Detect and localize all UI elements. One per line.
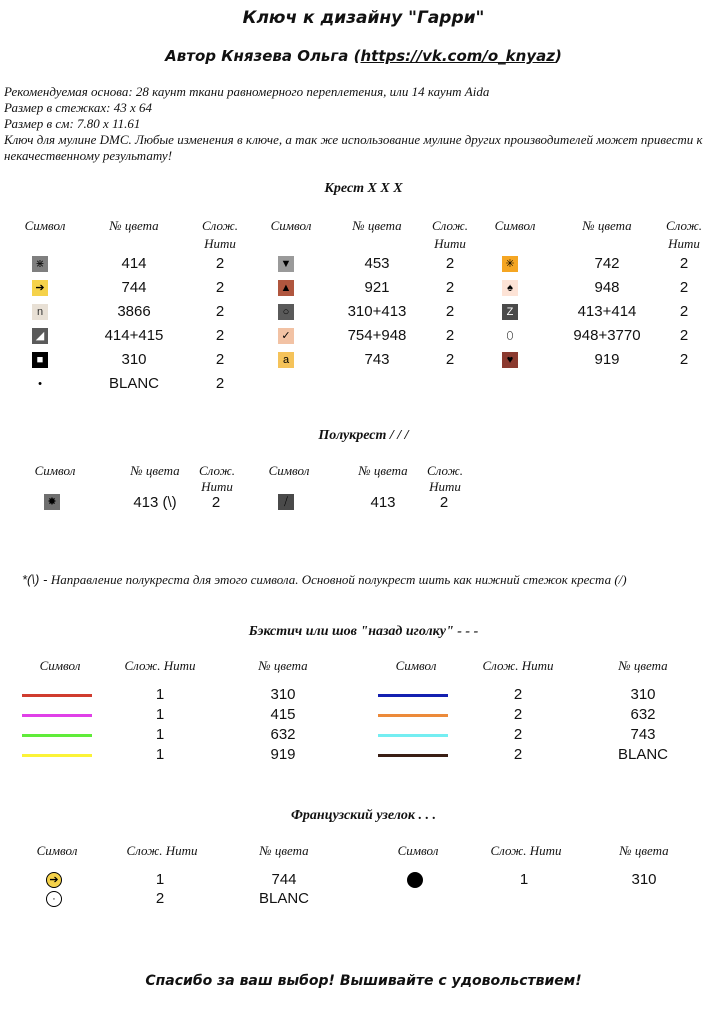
half-cross-section-title: Полукрест / / / [318, 428, 409, 443]
color-number: 310 [121, 351, 147, 368]
header-symbol: Символ [34, 463, 76, 478]
header-strands-threads: Нити [429, 479, 461, 494]
french-knot-section-title: Французский узелок . . . [291, 808, 436, 823]
strands-value: 2 [215, 279, 225, 296]
color-number: 414 [121, 255, 147, 272]
header-color-number: № цвета [259, 843, 309, 858]
heart-icon: ♥ [502, 352, 518, 368]
half-cross-note [22, 572, 627, 588]
color-number: BLANC [258, 890, 310, 907]
strands-value: 2 [679, 255, 689, 272]
backstitch-line [22, 754, 92, 757]
header-symbol: Символ [24, 218, 66, 233]
intro-dmc-note: Ключ для мулине DMC. Любые изменения в ключе, а так же использование мулине других производителей может привести к некачественному результату! [4, 132, 703, 163]
color-number: 744 [271, 871, 297, 888]
letter-z-icon: Z [502, 304, 518, 320]
strands-value: 1 [155, 871, 165, 888]
header-strands: Слож. [201, 218, 239, 233]
header-color-number: № цвета [258, 658, 308, 673]
strands-value: 2 [445, 327, 455, 344]
dot-icon: • [32, 376, 48, 392]
header-strands-threads: Нити [668, 236, 700, 251]
asterisk-tree-icon: ⋇ [32, 256, 48, 272]
backstitch-line [378, 714, 448, 717]
dot-circle-icon: · [46, 891, 62, 907]
header-color-number: № цвета [358, 463, 408, 478]
backstitch-line [22, 734, 92, 737]
author-prefix: Автор Князева Ольга ( [165, 47, 361, 65]
strands-value: 2 [445, 279, 455, 296]
author-line [0, 47, 727, 65]
strands-value: 2 [215, 351, 225, 368]
color-number: 310+413 [347, 303, 407, 320]
header-strands: Слож. Нити [490, 843, 562, 858]
strands-value: 2 [679, 279, 689, 296]
page-title: Ключ к дизайну "Гарри" [242, 8, 485, 28]
filled-circle-icon [407, 872, 423, 888]
header-color-number: № цвета [352, 218, 402, 233]
circle-icon: ○ [278, 304, 294, 320]
thanks-message: Спасибо за ваш выбор! Вышивайте с удовольствием! [145, 973, 582, 989]
backstitch-line [22, 714, 92, 717]
backstitch-section-title: Бэкстич или шов "назад иголку" - - - [248, 624, 479, 639]
color-number: 632 [270, 726, 296, 743]
intro-size-cm: Размер в см: 7.80 x 11.61 [4, 116, 141, 131]
color-number: 754+948 [347, 327, 407, 344]
color-number: 948 [594, 279, 620, 296]
header-color-number: № цвета [618, 658, 668, 673]
color-number: 413 (\) [133, 494, 177, 511]
quarter-circle-icon: ◢ [32, 328, 48, 344]
intro-size-stitches: Размер в стежках: 43 x 64 [4, 100, 152, 115]
color-number: 948+3770 [573, 327, 641, 344]
strands-value: 2 [679, 303, 689, 320]
color-number: 414+415 [104, 327, 164, 344]
color-number: 919 [270, 746, 296, 763]
author-suffix: ) [554, 47, 562, 65]
strands-value: 2 [215, 375, 225, 392]
color-number: 632 [630, 706, 656, 723]
triangle-up-icon: ▲ [278, 280, 294, 296]
strands-value: 2 [445, 351, 455, 368]
header-symbol: Символ [270, 218, 312, 233]
strands-value: 2 [513, 706, 523, 723]
half-cross-note-prefix: *(\) - [22, 572, 51, 587]
header-color-number: № цвета [109, 218, 159, 233]
strands-value: 2 [215, 303, 225, 320]
strands-value: 1 [155, 686, 165, 703]
header-symbol: Символ [397, 843, 439, 858]
color-number: 3866 [117, 303, 151, 320]
strands-value: 1 [155, 726, 165, 743]
intro-fabric: Рекомендуемая основа: 28 каунт ткани равномерного переплетения, или 14 каунт Aida [4, 84, 490, 99]
header-color-number: № цвета [582, 218, 632, 233]
strands-value: 2 [445, 303, 455, 320]
arrow-right-icon: ➔ [32, 280, 48, 296]
half-cross-note-text: Направление полукреста для этого символа. Основной полукрест шить как нижний стежок креста (/) [50, 572, 627, 587]
header-symbol: Символ [494, 218, 536, 233]
author-link[interactable]: https://vk.com/o_knyaz [360, 47, 555, 65]
intro-block [4, 84, 719, 164]
triangle-down-icon: ▼ [278, 256, 294, 272]
header-symbol: Символ [395, 658, 437, 673]
strands-value: 2 [513, 686, 523, 703]
diagonal-slash-icon: ⧸ [278, 494, 294, 510]
strands-value: 2 [679, 327, 689, 344]
header-strands-threads: Нити [204, 236, 236, 251]
color-number: 453 [364, 255, 390, 272]
header-strands-threads: Нити [434, 236, 466, 251]
strands-value: 2 [215, 327, 225, 344]
header-color-number: № цвета [130, 463, 180, 478]
header-symbol: Символ [268, 463, 310, 478]
header-symbol: Символ [39, 658, 81, 673]
n-letter-icon: n [32, 304, 48, 320]
color-number: 413+414 [577, 303, 637, 320]
header-strands: Слож. Нити [126, 843, 198, 858]
backstitch-line [378, 754, 448, 757]
color-number: 744 [121, 279, 147, 296]
color-number: 743 [630, 726, 656, 743]
color-number: 742 [594, 255, 620, 272]
square-icon: ■ [32, 352, 48, 368]
color-number: 413 [370, 494, 396, 511]
strands-value: 2 [513, 746, 523, 763]
header-strands: Слож. Нити [482, 658, 554, 673]
color-number: 743 [364, 351, 390, 368]
arrow-circle-icon: ➔ [46, 872, 62, 888]
backstitch-line [22, 694, 92, 697]
color-number: BLANC [108, 375, 160, 392]
header-strands: Слож. Нити [124, 658, 196, 673]
strands-value: 2 [155, 890, 165, 907]
backstitch-line [378, 694, 448, 697]
strands-value: 1 [155, 706, 165, 723]
color-number: 310 [270, 686, 296, 703]
color-number: 919 [594, 351, 620, 368]
cross-section-title: Крест X X X [324, 181, 403, 196]
color-number: 921 [364, 279, 390, 296]
backstitch-line [378, 734, 448, 737]
star-square-icon: ✸ [44, 494, 60, 510]
strands-value: 2 [513, 726, 523, 743]
header-strands: Слож. [426, 463, 464, 478]
strands-value: 1 [519, 871, 529, 888]
strands-value: 2 [439, 494, 449, 511]
capsule-icon: ⬯ [502, 328, 518, 344]
color-number: BLANC [617, 746, 669, 763]
header-strands: Слож. [665, 218, 703, 233]
letter-a-icon: a [278, 352, 294, 368]
color-number: 415 [270, 706, 296, 723]
star-icon: ✳ [502, 256, 518, 272]
header-strands: Слож. [198, 463, 236, 478]
strands-value: 2 [215, 255, 225, 272]
header-strands-threads: Нити [201, 479, 233, 494]
spade-icon: ♠ [502, 280, 518, 296]
header-strands: Слож. [431, 218, 469, 233]
strands-value: 2 [679, 351, 689, 368]
color-number: 310 [631, 871, 657, 888]
color-number: 310 [630, 686, 656, 703]
header-symbol: Символ [36, 843, 78, 858]
header-color-number: № цвета [619, 843, 669, 858]
checkmark-icon: ✓ [278, 328, 294, 344]
strands-value: 2 [445, 255, 455, 272]
strands-value: 2 [211, 494, 221, 511]
strands-value: 1 [155, 746, 165, 763]
